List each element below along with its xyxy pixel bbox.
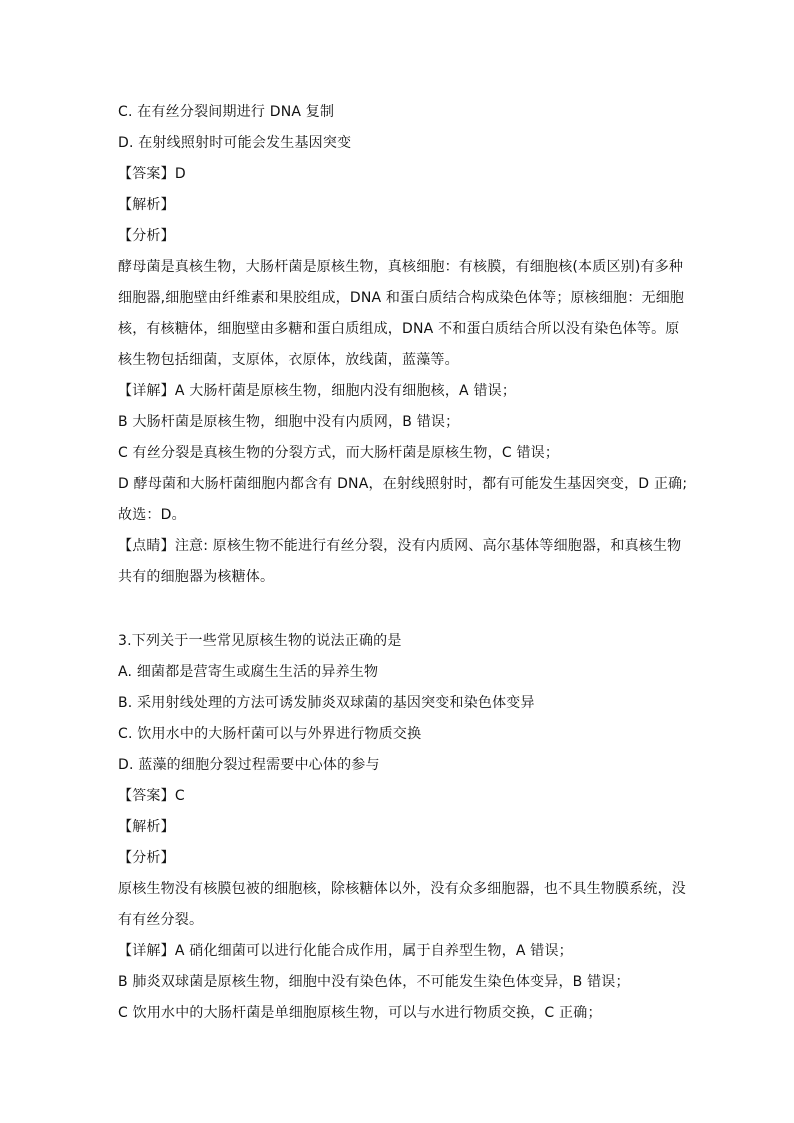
q2-fenxi-tag: 【分析】 <box>118 228 175 244</box>
q3-fenxi-line-2: 有有丝分裂。 <box>118 912 204 928</box>
q3-xiangjie-a: A 硝化细菌可以进行化能合成作用，属于自养型生物，A 错误； <box>174 943 573 959</box>
q3-fenxi-tag: 【分析】 <box>118 850 175 866</box>
q2-xiangjie-b: B 大肠杆菌是原核生物，细胞中没有内质网，B 错误； <box>118 414 460 430</box>
q3-option-c: C. 饮用水中的大肠杆菌可以与外界进行物质交换 <box>118 726 422 742</box>
q2-dianjing-tag: 【点睛】 <box>118 538 175 554</box>
q2-xiangjie-a: A 大肠杆菌是原核生物，细胞内没有细胞核，A 错误； <box>174 383 517 399</box>
q2-xiangjie-line <box>118 381 516 401</box>
q2-answer-tag: 【答案】 <box>118 166 175 182</box>
q3-stem: 3.下列关于一些常见原核生物的说法正确的是 <box>118 633 402 649</box>
q2-dianjing-line-2: 共有的细胞器为核糖体。 <box>118 569 275 585</box>
q2-option-d: D. 在射线照射时可能会发生基因突变 <box>118 135 352 151</box>
q2-xiangjie-select: 故选：D。 <box>118 507 186 523</box>
q3-jiexi-tag: 【解析】 <box>118 819 175 835</box>
q3-answer-tag: 【答案】 <box>118 788 175 804</box>
q3-answer-value: C <box>174 788 185 804</box>
q3-option-d: D. 蓝藻的细胞分裂过程需要中心体的参与 <box>118 757 380 773</box>
q3-xiangjie-tag: 【详解】 <box>118 943 175 959</box>
q2-dianjing-text: 注意: 原核生物不能进行有丝分裂，没有内质网、高尔基体等细胞器，和真核生物 <box>174 538 682 554</box>
q2-fenxi-line-2: 细胞器,细胞壁由纤维素和果胶组成，DNA 和蛋白质结合构成染色体等；原核细胞：无细胞 <box>118 290 685 306</box>
q2-jiexi-tag: 【解析】 <box>118 197 175 213</box>
q2-fenxi-line-3: 核，有核糖体，细胞壁由多糖和蛋白质组成，DNA 不和蛋白质结合所以没有染色体等。原 <box>118 321 680 337</box>
q2-answer-line <box>118 164 186 184</box>
q2-answer-value: D <box>174 166 186 182</box>
q2-xiangjie-d: D 酵母菌和大肠杆菌细胞内都含有 DNA，在射线照射时，都有可能发生基因突变，D 正确; <box>118 476 688 492</box>
q2-fenxi-line-4: 核生物包括细菌，支原体，衣原体，放线菌，蓝藻等。 <box>118 352 459 368</box>
q2-fenxi-line-1: 酵母菌是真核生物，大肠杆菌是原核生物，真核细胞：有核膜，有细胞核(本质区别)有多种 <box>118 259 684 275</box>
q2-xiangjie-tag: 【详解】 <box>118 383 175 399</box>
q3-xiangjie-b: B 肺炎双球菌是原核生物，细胞中没有染色体，不可能发生染色体变异，B 错误； <box>118 974 630 990</box>
q3-answer-line <box>118 786 185 806</box>
q2-xiangjie-c: C 有丝分裂是真核生物的分裂方式，而大肠杆菌是原核生物，C 错误； <box>118 445 560 461</box>
q3-xiangjie-c: C 饮用水中的大肠杆菌是单细胞原核生物，可以与水进行物质交换，C 正确； <box>118 1005 602 1021</box>
q3-xiangjie-line <box>118 941 573 961</box>
q2-dianjing-line-1 <box>118 536 681 556</box>
q3-option-b: B. 采用射线处理的方法可诱发肺炎双球菌的基因突变和染色体变异 <box>118 695 535 711</box>
q2-option-c: C. 在有丝分裂间期进行 DNA 复制 <box>118 104 335 120</box>
q3-option-a: A. 细菌都是营寄生或腐生生活的异养生物 <box>118 664 379 680</box>
q3-fenxi-line-1: 原核生物没有核膜包被的细胞核，除核糖体以外，没有众多细胞器，也不具生物膜系统，没 <box>118 881 686 897</box>
